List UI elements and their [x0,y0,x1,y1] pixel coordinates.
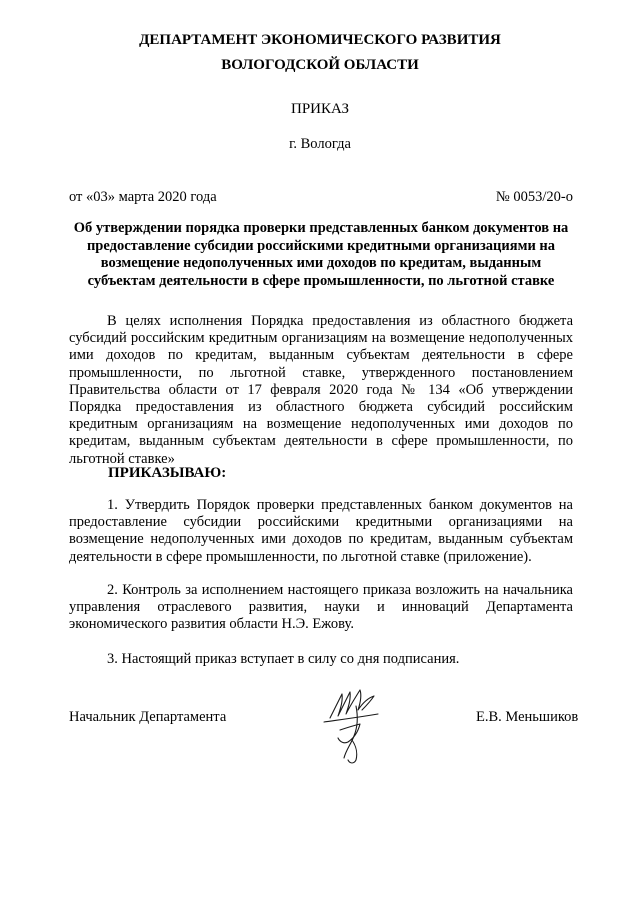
city: г. Вологда [289,136,351,152]
order-title: Об утверждении порядка проверки представленных банком документов на предоставление субсидии российскими кредитными организациями на возмещение недополученных ими доходов по кредитам, выданным субъектам деятельности в сфере промышленности, по льготной ставке [73,220,569,289]
order-date: от «03» марта 2020 года [69,189,217,205]
signatory-name: Е.В. Меньшиков [476,709,579,725]
order-item-1: 1. Утвердить Порядок проверки представленных банком документов на предоставление субсидии российскими кредитными организациями на возмещение недополученных ими доходов по кредитам, выданным субъектам деятельности в сфере промышленности, по льготной ставке (приложение). [69,497,573,565]
order-directive: ПРИКАЗЫВАЮ: [108,465,227,481]
document-type: ПРИКАЗ [291,101,349,117]
department-name-line2: ВОЛОГОДСКОЙ ОБЛАСТИ [221,57,419,73]
department-name-line1: ДЕПАРТАМЕНТ ЭКОНОМИЧЕСКОГО РАЗВИТИЯ [139,32,501,48]
signatory-position: Начальник Департамента [69,709,227,725]
order-number: № 0053/20-о [495,189,573,205]
order-item-2: 2. Контроль за исполнением настоящего приказа возложить на начальника управления отраслевого развития, науки и инноваций Департамента экономического развития области Н.Э. Ежову. [69,582,573,633]
handwritten-signature [318,680,388,768]
order-item-3: 3. Настоящий приказ вступает в силу со дня подписания. [107,651,460,667]
preamble-paragraph: В целях исполнения Порядка предоставления из областного бюджета субсидий российским кредитным организациям на возмещение недополученных ими доходов по кредитам, выданным субъектам деятельности в сфере промышленности, по льготной ставке, утвержденного постановлением Правительства области от 17 февраля 2020 года № 134 «Об утверждении Порядка предоставления из областного бюджета субсидий российским кредитным организациям на возмещение недополученных ими доходов по кредитам, выданным субъектам деятельности в сфере промышленности, по льготной ставке» [69,313,573,467]
